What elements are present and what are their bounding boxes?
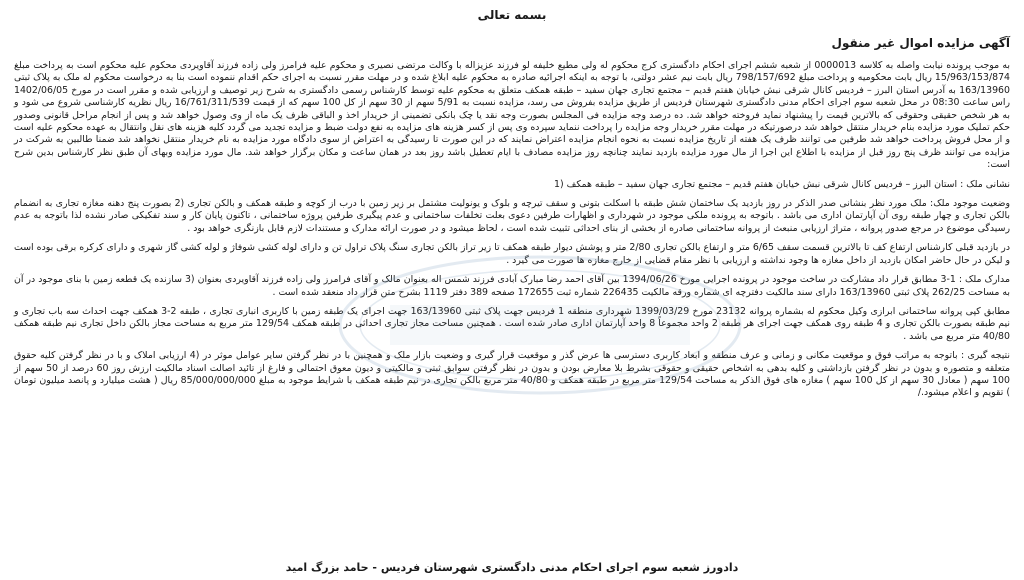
- previous-inspection-paragraph: در بازدید قبلی کارشناس ارتفاع کف تا بالاترین قسمت سقف 6/65 متر و ارتفاع بالکن تجاری 2/80 متر و پوشش دیوار طبقه همکف تا زیر تراز بالکن تجاری سنگ پلاک تراول تن و دارای لوله کشی شوفاژ و لوله کشی گاز شهری و دارای کرکره برقی بوده است و لیکن در حال حاضر امکان بازدید از داخل مغازه ها وجود نداشته و ارزیابی با نظر مقام قضایی از خارج مغازه ها صورت می گیرد .: [14, 242, 1010, 266]
- signature-line: دادورز شعبه سوم اجرای احکام مدنی دادگستری شهرستان فردیس - حامد بزرگ امید: [285, 561, 739, 574]
- property-address-paragraph: نشانی ملک : استان البرز – فردیس کانال شرقی نبش خیابان هفتم قدیم – مجتمع تجاری جهان سفید – طبقه همکف (1: [554, 178, 1010, 190]
- property-condition-paragraph: وضعیت موجود ملک: ملک مورد نظر بنشانی صدر الذکر در روز بازدید یک ساختمان شش طبقه با اسکلت بتونی و سقف تیرچه و بلوک و یونولیت مشتمل بر زیر زمین با درب از کوچه و طبقه همکف و بالکن تجاری (2 بصورت پنج دهنه مغازه تجاری به انضمام بالکن تجاری و چهار طبقه روی آن آپارتمان اداری می باشد . باتوجه به پرونده ملکی موجود در شهرداری و اظهارات طرفین دعوی بعلت تخلفات ساختمانی و عدم پیگیری طرفین پروژه ساختمانی ، تاکنون پایان کار و سند تفکیکی صادر نشده لذا باتوجه به عدم رسیدگی موضوع در مرجع صدور پروانه ، متراژ ارزیابی منبعث از پروانه ساختمانی صادره از بخشی از بنای احداثی تثبیت شده است ، لحاظ میشود و در صورت ارائه مدارک و مستندات لازم قابل بازنگری خواهد بود .: [14, 198, 1010, 234]
- basmala: بسمه تعالی: [477, 8, 547, 22]
- conclusion-paragraph: نتیجه گیری : باتوجه به مراتب فوق و موقعیت مکانی و زمانی و عرف منطقه و ابعاد کاربری دسترسی ها عرض گذر و موقعیت قرار گیری و وضعیت بازار ملک و همچنین با در نظر گرفتن سایر عوامل موثر در (4 ارزیابی املاک و با در نظر گرفتن کلیه حقوق متعلقه و متصوره و بدون در نظر گرفتن بازداشتی و کلیه بدهی به اشخاص حقیقی و حقوقی بشرط بلا معارض بودن و بدون در نظر گرفتن سوابق ثبتی و مالکیتی و دیون معوق احتمالی و فارغ از تائید اصالت اسناد مالکیت ارزش روز 60 درصد از 50 سهم از 100 سهم ( معادل 30 سهم از کل 100 سهم ) مغازه های فوق الذکر به مساحت 129/54 متر مربع در طبقه همکف و 40/80 متر مربع بالکن تجاری در نیم طبقه همکف با شرایط موجود به مبلغ 85/000/000/000 ریال ( هشت میلیارد و پانصد میلیون تومان ) تقویم و اعلام میشود./: [14, 350, 1010, 399]
- notice-title: آگهی مزایده اموال غیر منقول: [831, 36, 1010, 50]
- building-permit-paragraph: مطابق کپی پروانه ساختمانی ابرازی وکیل محکوم له بشماره پروانه 23132 مورخ 1399/03/29 شهرداری منطقه 1 فردیس جهت پلاک ثبتی 163/13960 جهت اجرای یک طبقه زمین با کاربری انباری تجاری ، طبقه 2-3 همکف جهت احداث سه باب تجاری و نیم طبقه بصورت بالکن تجاری و 4 طبقه روی همکف جهت اجرای هر طبقه 2 واحد مجموعاً 8 واحد آپارتمان اداری صادر شده است . همچنین مساحت مجاز تجاری احداثی در طبقه همکف 129/54 متر مربع به مساحت مجاز بالکن داخل تجاری نیم طبقه همکف 40/80 متر مربع می باشد .: [14, 305, 1010, 342]
- intro-paragraph: به موجب پرونده نیابت واصله به کلاسه 0000013 از شعبه ششم اجرای احکام دادگستری کرج محکوم له ولی مطیع خلیفه لو فرزند عزیزاله با وکالت مرتضی نصیری و محکوم علیه فرامرز ولی زاده فرزند آقاویردی محکوم علیه محکوم است به پرداخت مبلغ 15/963/153/874 ریال بابت محکومیه و پرداخت مبلغ 798/157/692 ریال بابت نیم عشر دولتی، با توجه به اینکه اجرائیه صادره به محکوم علیه ابلاغ شده و در مهلت مقرر نسبت به اجرای حکم اقدام ننموده است بنا به درخواست محکوم له ملک به پلاک ثبتی 163/13960 به آدرس استان البرز – فردیس کانال شرقی نبش خیابان هفتم قدیم – مجتمع تجاری جهان سفید – طبقه همکف متعلق به محکوم علیه توسط کارشناس رسمی دادگستری به شرح زیر توصیف و ارزیابی شده و مقرر است در مورخ 1402/06/05 راس ساعت 08:30 در محل شعبه سوم اجرای احکام مدنی دادگستری شهرستان فردیس از طریق مزایده بفروش می رسد، مزایده نسبت به 5/91 سهم از 30 سهم از کل 100 سهم که از قیمت 16/761/311/539 ریال نظریه کارشناسی شروع می شود و به هر شخص حقیقی وحقوقی که بالاترین قیمت را پیشنهاد نماید فروخته خواهد شد. ده درصد وجه مزایده فی المجلس بصورت وجه نقد یا چک بانکی تضمینی از خریدار اخذ و الباقی ظرف یک ماه از وی وصول خواهد شد و پس از انجام مراحل قانونی وصدور حکم تملیک مورد مزایده بنام خریدار منتقل خواهد شد درصورتیکه در مهلت مقرر خریدار وجه مزایده را پرداخت ننماید سپرده وی پس از کسر هزینه های مزایده به نفع دولت ضبط و مزایده تجدید می گردد کلیه هزینه های نقل وانتقال به عهده محکوم علیه است و از محل فروش پرداخت خواهد شد طرفین می توانند ظرف یک هفته از تاریخ مزایده نسبت به نحوه انجام مزایده اعتراض نمایند که در این صورت تا رسیدگی به اعتراض از سوی دادگاه مورد مزایده به نام خریدار منتقل نخواهد شد ضمنا طالبین به شرکت در مزایده می توانند ظرف پنج روز قبل از مزایده با اطلاع این اجرا از مال مورد مزایده بازدید نمایند چنانچه روز مزایده مصادف با ایام تعطیل باشد روز بعد در همان ساعت و مکان برگزار خواهد شد. مال مورد مزایده وبهای آن طبق نظر کارشناس بدین شرح است:: [14, 60, 1010, 171]
- property-documents-paragraph: مدارک ملک : 1-3 مطابق قرار داد مشارکت در ساخت موجود در پرونده اجرایی مورخ 1394/06/26 بین آقای احمد رضا مبارک آبادی فرزند شمس اله بعنوان مالک و آقای فرامرز ولی زاده فرزند آقاویردی بعنوان (3 سازنده یک قطعه زمین با بنای موجود در آن به مساحت 262/25 پلاک ثبتی 163/13960 دارای سند مالکیت دفترچه ای شماره ورقه مالکیت 226435 شماره ثبت 172655 صفحه 389 دفتر 1119 بشرح متن قرار داد منعقد شده است .: [14, 274, 1010, 298]
